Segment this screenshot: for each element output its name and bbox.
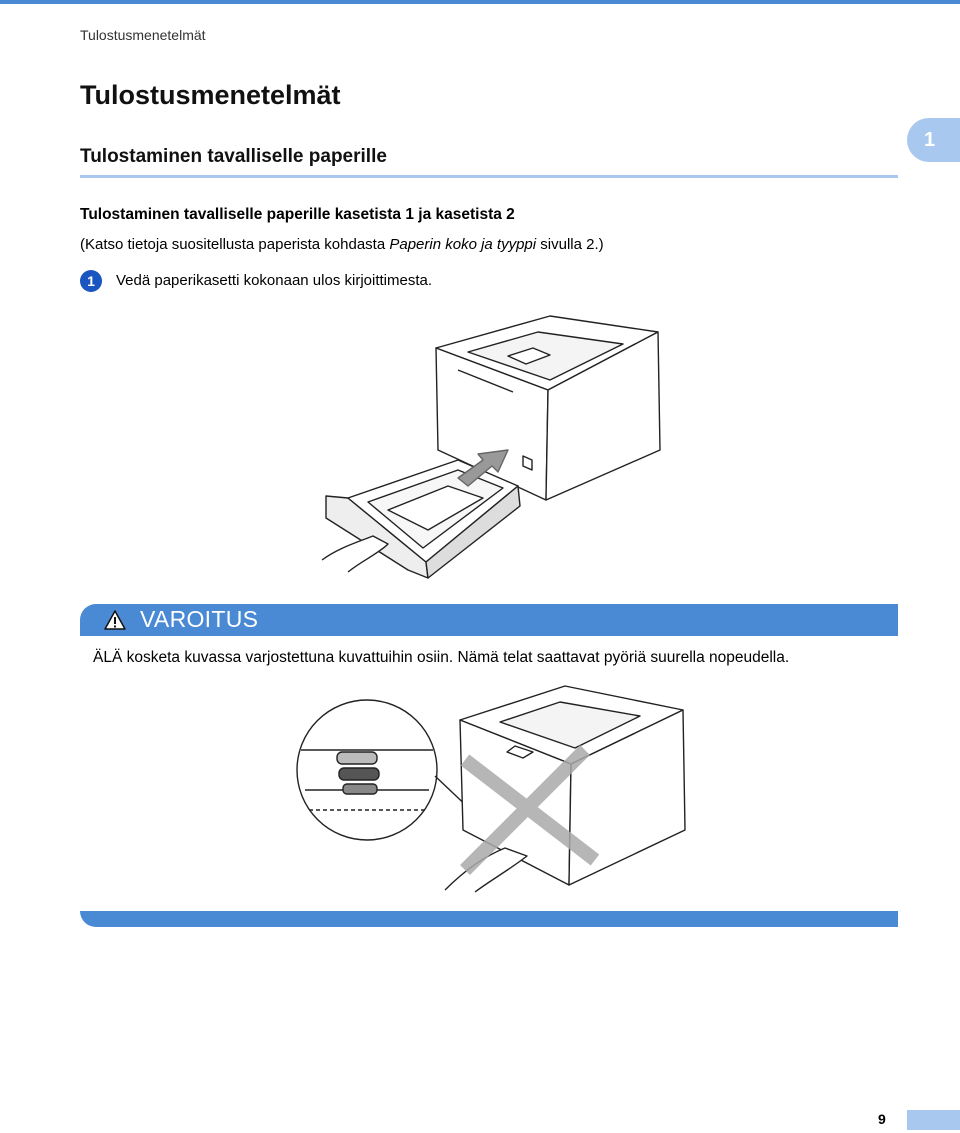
step-number: 1: [87, 273, 95, 289]
step-text: Vedä paperikasetti kokonaan ulos kirjoittimesta.: [116, 272, 433, 289]
printer-rollers-warning-illustration: [295, 680, 690, 895]
running-header: Tulostusmenetelmät: [80, 27, 206, 43]
top-accent-line: [0, 0, 960, 4]
warning-text: ÄLÄ kosketa kuvassa varjostettuna kuvattuihin osiin. Nämä telat saattavat pyöriä suurella nopeudella.: [93, 649, 790, 666]
reference-note: [80, 236, 604, 253]
reference-link[interactable]: Paperin koko ja tyyppi: [389, 236, 537, 253]
warning-triangle-icon: [104, 610, 126, 630]
chapter-number: 1: [924, 128, 936, 151]
section-title: Tulostaminen tavalliselle paperille: [80, 146, 387, 167]
warning-title: VAROITUS: [140, 606, 259, 632]
page-title: Tulostusmenetelmät: [80, 80, 341, 110]
bottom-accent-bar: [80, 911, 898, 927]
printer-tray-illustration: [318, 310, 668, 585]
reference-text-after: sivulla 2.): [536, 236, 604, 253]
chapter-tab: [907, 118, 960, 162]
page-number: 9: [878, 1111, 886, 1127]
section-rule: [80, 175, 898, 178]
warning-banner: [80, 604, 898, 636]
subheading: Tulostaminen tavalliselle paperille kasetista 1 ja kasetista 2: [80, 206, 515, 223]
reference-text-before: (Katso tietoja suositellusta paperista kohdasta: [80, 236, 390, 253]
page-number-tab: [907, 1110, 960, 1130]
step-number-icon: [80, 270, 102, 292]
